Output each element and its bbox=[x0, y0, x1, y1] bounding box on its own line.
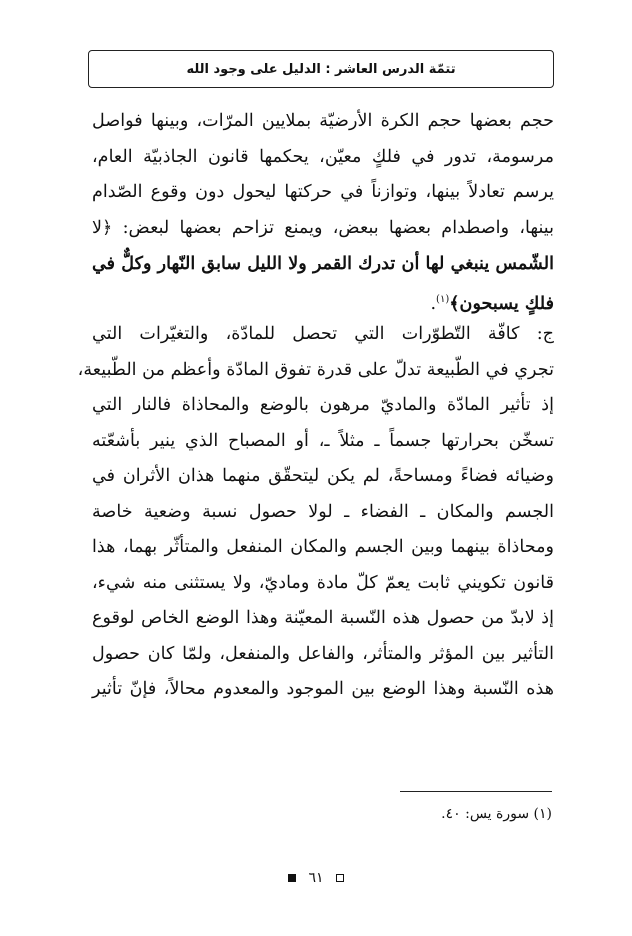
period: . bbox=[430, 293, 437, 314]
running-header bbox=[88, 50, 554, 88]
body-line: حجم بعضها حجم الكرة الأرضيّة بملايين المرّات، وبينها فواصل bbox=[92, 111, 554, 131]
body-line: التأثير بين المؤثر والمتأثر، والفاعل والمنفعل، ولمّا كان حصول bbox=[92, 643, 554, 664]
quran-verse-line-end bbox=[92, 282, 554, 318]
header-title: تتمّة الدرس العاشر : الدليل على وجود الله bbox=[186, 61, 456, 77]
body-line: الجسم والمكان ـ الفضاء ـ لولا حصول نسبة وضعية خاصة bbox=[92, 501, 554, 522]
body-line: تسخّن بحرارتها جسماً ـ مثلاً ـ، أو المصباح الذي ينير بأشعّته bbox=[92, 430, 554, 451]
page-number: ٦١ bbox=[308, 870, 324, 886]
footnote: (١) سورة يس: ٤٠. bbox=[441, 806, 552, 822]
body-line: ج: كافّة التّطوّرات التي تحصل للمادّة، والتغيّرات التي bbox=[92, 324, 554, 344]
body-line: مرسومة، تدور في فلكٍ معيّن، يحكمها قانون الجاذبيّة العام، bbox=[92, 146, 554, 167]
body-line: قانون تكويني ثابت يعمّ كلّ مادة وماديّ، ولا يستثنى منه شيء، bbox=[92, 572, 554, 593]
quran-verse-line: الشّمس ينبغي لها أن تدرك القمر ولا الليل سابق النّهار وكلٌّ في bbox=[92, 253, 554, 274]
body-line: ومحاذاة بينهما وبين الجسم والمكان المنفعل والمتأثّر بهما، هذا bbox=[92, 537, 554, 557]
filled-square-icon bbox=[288, 874, 296, 882]
body-line: إذ لابدّ من حصول هذه النّسبة المعيّنة وهذا الوضع الخاص لوقوع bbox=[92, 608, 554, 628]
footnote-marker: (١) bbox=[436, 293, 450, 305]
body-line: تجري في الطّبيعة تدلّ على قدرة تفوق المادّة وأعظم من الطّبيعة، bbox=[77, 359, 554, 380]
body-line: يرسم تعادلاً بينها، وتوازناً في حركتها ليحول دون وقوع الصّدام bbox=[92, 182, 554, 202]
body-line bbox=[92, 211, 554, 247]
body-line: هذه النّسبة وهذا الوضع بين الموجود والمعدوم محالاً، فإنّ تأثير bbox=[92, 679, 554, 699]
body-text bbox=[77, 104, 554, 708]
body-line: إذ تأثير المادّة والماديّ مرهون بالوضع والمحاذاة فالنار التي bbox=[92, 395, 554, 415]
verse-intro: بينها، واصطدام بعضها ببعض، ويمنع تزاحم بعضها لبعض: ﴿لا bbox=[92, 217, 554, 238]
page-footer bbox=[0, 868, 632, 888]
footnote-separator bbox=[400, 791, 552, 792]
verse-end: فلكٍ يسبحون﴾ bbox=[449, 292, 554, 314]
empty-square-icon bbox=[336, 874, 344, 882]
body-line: وضيائه فضاءً ومساحةً، لم يكن ليتحقّق منهما هذان الأثران في bbox=[92, 466, 554, 486]
